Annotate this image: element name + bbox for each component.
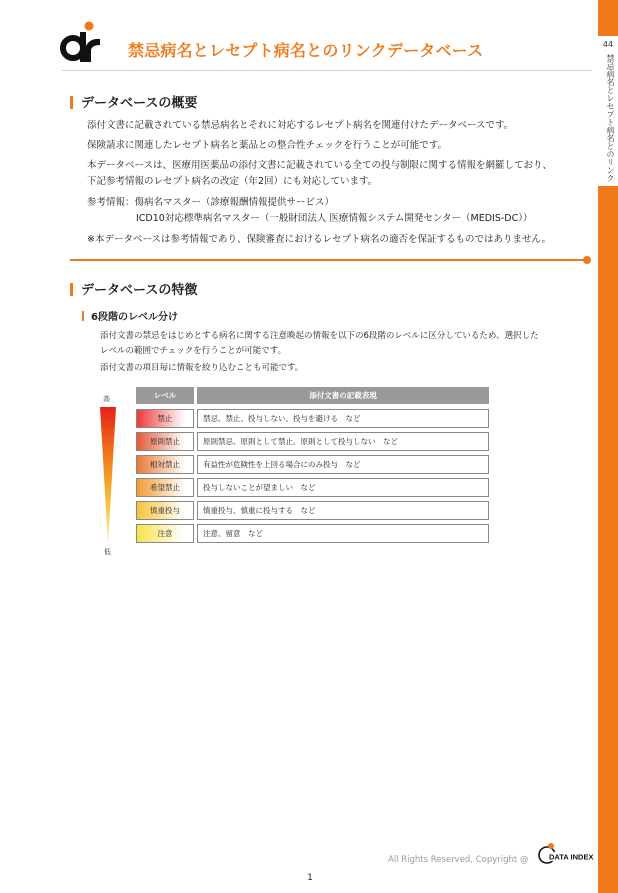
gauge-high-label: 高 [103,395,110,403]
level-sub-heading [82,308,178,323]
heading-bar [70,283,73,296]
dr-logo-icon [60,20,104,64]
reference-line-1: 参考情報：傷病名マスター（診療報酬情報提供サービス） [87,197,335,208]
disclaimer-line: ※本データベースは参考情報であり、保険審査におけるレセプト病名の適否を保証するものではありません。 [87,234,552,245]
divider-dot [583,256,591,264]
severity-gauge-icon [100,407,116,545]
page-title: 禁忌病名とレセプト病名とのリンクデータベース [128,41,484,60]
side-page-number: 44 [602,40,614,49]
description-cell: 投与しないことが望ましい など [197,478,489,497]
heading-bar [70,96,73,109]
page-number: 1 [307,873,313,883]
level-cell: 原則禁止 [136,432,194,451]
level-cell: 希望禁止 [136,478,194,497]
features-line-1: 添付文書の禁忌をはじめとする病名に関する注意喚起の情報を以下の6段階のレベルに区分しているため、選択した [100,331,539,341]
features-heading [70,279,197,298]
data-index-logo-text: DATA INDEX [549,852,594,862]
data-index-logo-icon [534,842,596,866]
description-cell: 禁忌、禁止、投与しない、投与を避ける など [197,409,489,428]
table-header-description: 添付文書の記載表現 [197,387,489,404]
side-label: 禁忌病名とレセプト病名とのリンク [606,54,615,182]
overview-line-1: 添付文書に記載されている禁忌病名とそれに対応するレセプト病名を関連付けたデータベースです。 [87,120,514,131]
description-cell: 慎重投与、慎重に投与する など [197,501,489,520]
features-heading-text: データベースの特徴 [81,283,198,298]
overview-line-4: 下記参考情報のレセプト病名の改定（年2回）にも対応しています。 [87,176,378,187]
overview-heading [70,92,197,111]
table-header-level: レベル [136,387,194,404]
description-cell: 原則禁忌、原則として禁止、原則として投与しない など [197,432,489,451]
section-divider [70,259,586,261]
level-cell: 相対禁止 [136,455,194,474]
level-cell: 慎重投与 [136,501,194,520]
gauge-low-label: 低 [104,548,111,556]
overview-heading-text: データベースの概要 [81,96,198,111]
sub-heading-bar [82,311,84,321]
overview-line-3: 本データベースは、医療用医薬品の添付文書に記載されている全ての投与制限に関する情報を網羅しており、 [87,160,553,171]
level-cell: 注意 [136,524,194,543]
features-line-2: レベルの範囲でチェックを行うことが可能です。 [100,346,287,356]
level-sub-heading-text: 6段階のレベル分け [91,312,178,323]
level-cell: 禁止 [136,409,194,428]
reference-line-2: ICD10対応標準病名マスター（一般財団法人 医療情報システム開発センター（MEDIS-DC）） [136,213,533,224]
copyright-text: All Rights Reserved, Copyright @ [388,855,529,865]
title-rule [62,70,592,71]
features-line-3: 添付文書の項目毎に情報を絞り込むことも可能です。 [100,363,304,373]
description-cell: 注意、留意 など [197,524,489,543]
description-cell: 有益性が危険性を上回る場合にのみ投与 など [197,455,489,474]
overview-line-2: 保険請求に関連したレセプト病名と薬品との整合性チェックを行うことが可能です。 [87,140,447,151]
